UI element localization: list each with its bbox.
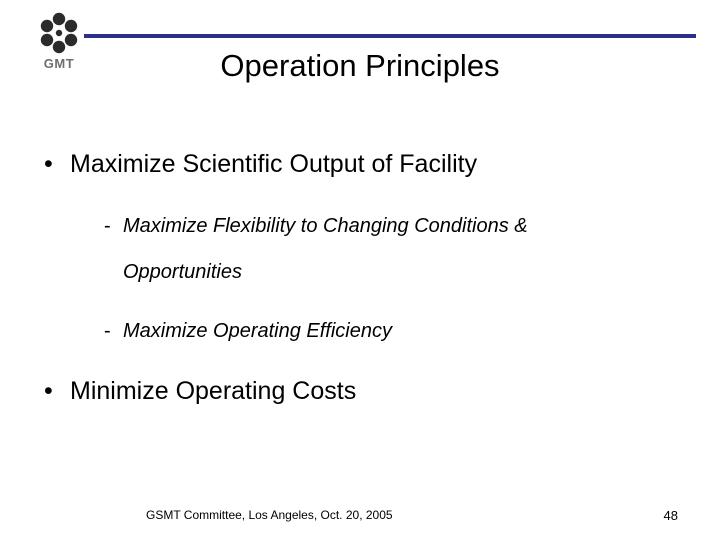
sub-bullet-text: Maximize Operating Efficiency <box>123 320 392 342</box>
bullet-text: Minimize Operating Costs <box>70 377 357 405</box>
bullet-item <box>44 377 356 406</box>
header-rule <box>84 34 696 38</box>
logo-text: GMT <box>43 56 75 71</box>
footer-text: GSMT Committee, Los Angeles, Oct. 20, 2005 <box>146 508 393 522</box>
bullet-item <box>44 150 477 179</box>
gmt-logo-icon <box>30 10 88 56</box>
gmt-logo <box>30 10 88 76</box>
sub-bullet-continuation: Opportunities <box>123 261 242 283</box>
slide-title: Operation Principles <box>220 48 500 83</box>
sub-bullet-text: Maximize Flexibility to Changing Conditions & <box>123 215 528 237</box>
sub-bullet-marker: - <box>104 215 111 237</box>
bullet-marker: • <box>44 150 53 178</box>
page-number: 48 <box>663 508 678 523</box>
sub-bullet-marker: - <box>104 320 111 342</box>
sub-bullet-item <box>104 215 528 238</box>
bullet-marker: • <box>44 377 53 405</box>
sub-bullet-item <box>104 320 392 343</box>
bullet-text: Maximize Scientific Output of Facility <box>70 150 478 178</box>
